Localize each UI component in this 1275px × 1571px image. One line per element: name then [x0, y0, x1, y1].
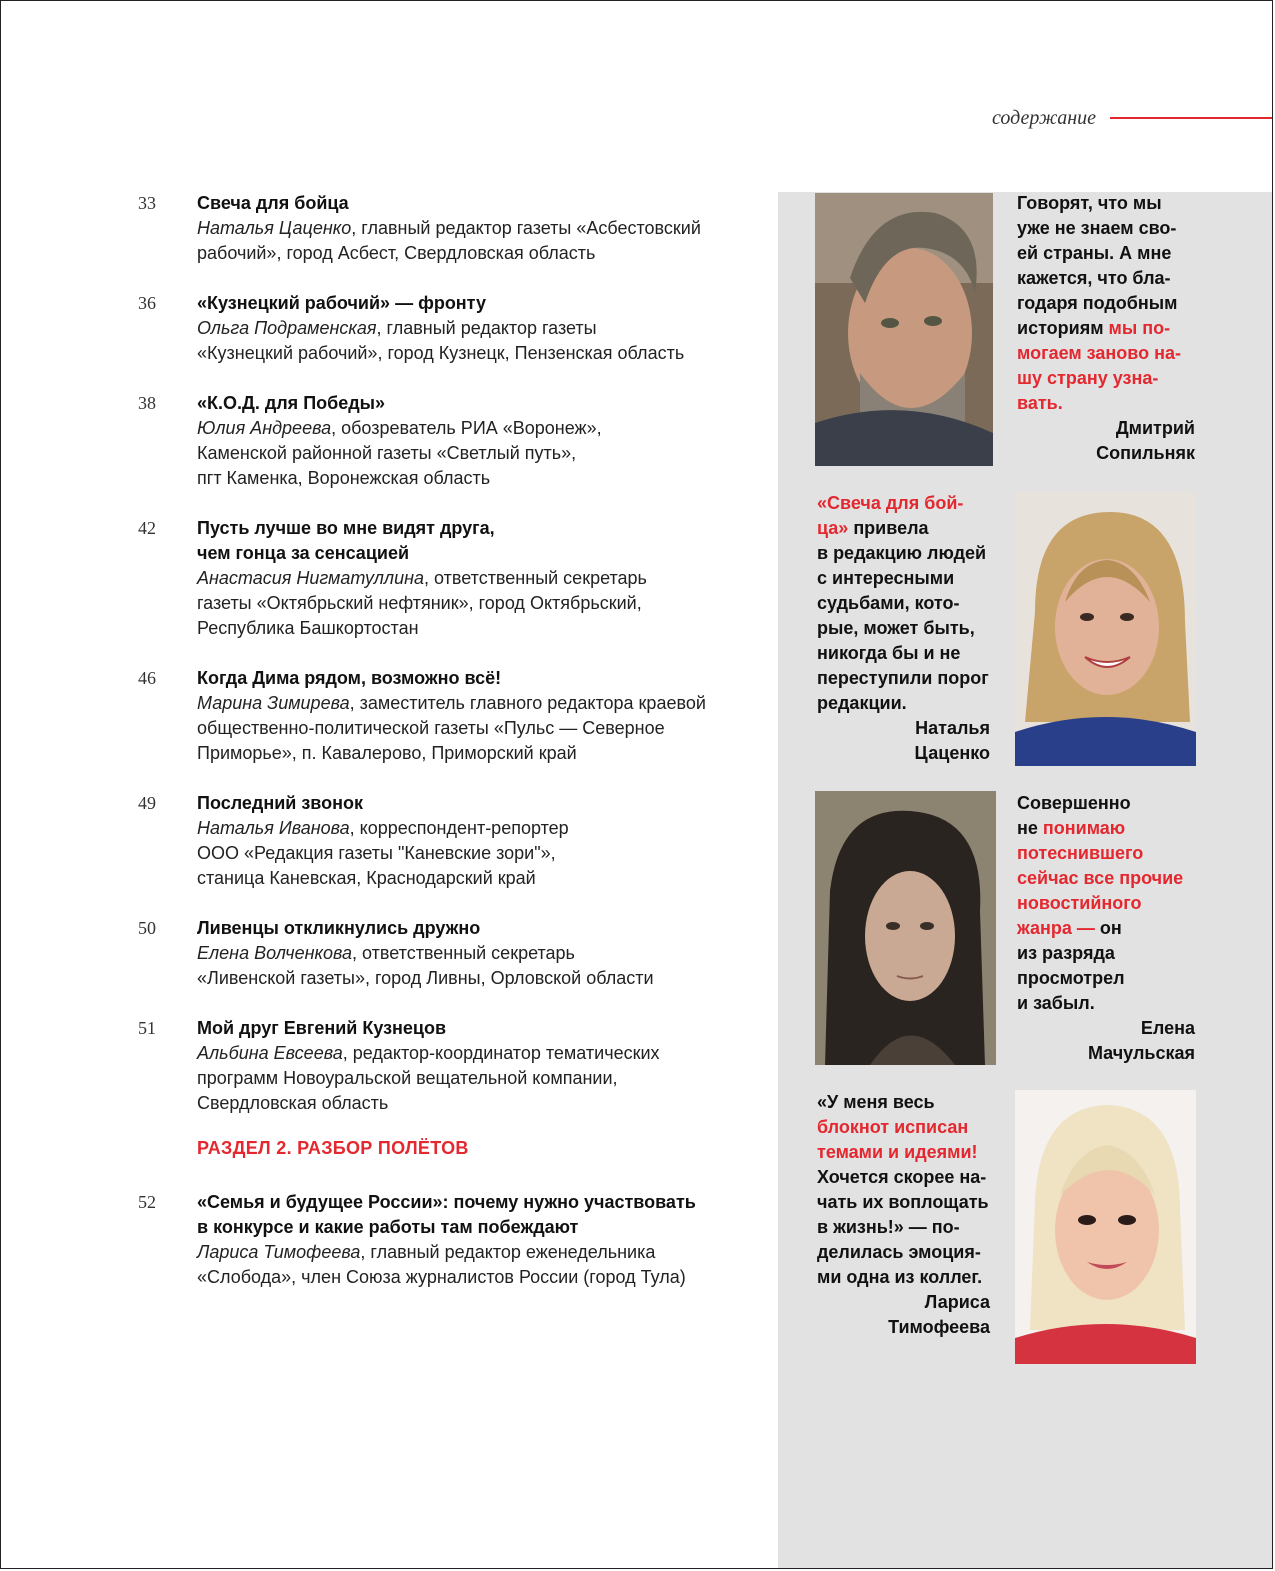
toc-details: , главный редактор газеты «Асбестовский рабочий», город Асбест, Свердловская область — [197, 218, 701, 263]
quote-attribution: Лариса Тимофеева — [888, 1292, 990, 1337]
quote-text: Хочется скорее на- чать их воплощать в жизнь!» — по- делилась эмоция- ми одна из коллег. — [817, 1167, 989, 1287]
quote-text: Совершенно не — [1017, 793, 1131, 838]
portrait-photo — [1015, 1090, 1196, 1364]
toc-author: Ольга Подраменская — [197, 318, 377, 338]
portrait-photo — [815, 791, 996, 1065]
toc-desc — [197, 566, 737, 641]
quote-highlight: блокнот исписан темами и идеями! — [817, 1117, 978, 1162]
toc-author: Юлия Андреева — [197, 418, 332, 438]
toc-details: , главный редактор газеты «Кузнецкий рабочий», город Кузнецк, Пензенская область — [197, 318, 685, 363]
toc-desc — [197, 1041, 737, 1116]
section-2-heading: РАЗДЕЛ 2. РАЗБОР ПОЛЁТОВ — [197, 1138, 469, 1158]
toc-details: , главный редактор еженедельника «Слобода», член Союза журналистов России (город Тула) — [197, 1242, 686, 1287]
toc-desc — [197, 316, 737, 366]
toc-desc — [197, 691, 737, 766]
pull-quote — [1017, 191, 1207, 416]
toc-title: «К.О.Д. для Победы» — [197, 393, 386, 413]
quote-attribution: Дмитрий Сопильняк — [1096, 418, 1195, 463]
portrait-photo — [1015, 492, 1196, 766]
toc-desc — [197, 1240, 737, 1290]
quote-attribution: Наталья Цаценко — [914, 718, 990, 763]
toc-title: «Кузнецкий рабочий» — фронту — [197, 293, 486, 313]
toc-details: , корреспондент-репортер ООО «Редакция газеты "Каневские зори"», станица Каневская, Краснодарский край — [197, 818, 569, 888]
section-header-label: содержание — [992, 107, 1096, 129]
toc-page-number: 49 — [138, 793, 156, 813]
toc-desc — [197, 416, 737, 491]
toc-desc — [197, 216, 737, 266]
quote-text: привела в редакцию людей с интересными судьбами, кото- рые, может быть, никогда бы и не переступили порог редакции. — [817, 518, 989, 713]
toc-author: Наталья Цаценко — [197, 218, 352, 238]
toc-page-number: 46 — [138, 668, 156, 688]
toc-desc — [197, 816, 737, 891]
toc-title: Мой друг Евгений Кузнецов — [197, 1018, 447, 1038]
header-rule — [1110, 117, 1273, 119]
toc-title: Когда Дима рядом, возможно всё! — [197, 668, 502, 688]
toc-title: Свеча для бойца — [197, 193, 349, 213]
portrait-photo — [815, 193, 993, 466]
toc-title: Последний звонок — [197, 793, 363, 813]
toc-author: Анастасия Нигматуллина — [197, 568, 425, 588]
toc-page-number: 42 — [138, 518, 156, 538]
toc-details: , редактор-координатор тематических программ Новоуральской вещательной компании, Свердловская область — [197, 1043, 660, 1113]
toc-title: Пусть лучше во мне видят друга, чем гонца за сенсацией — [197, 518, 495, 563]
toc-page-number: 33 — [138, 193, 156, 213]
toc-desc — [197, 941, 737, 991]
toc-author: Наталья Иванова — [197, 818, 350, 838]
quote-highlight: «Свеча для бой- ца» — [817, 493, 964, 538]
quote-text: «У меня весь — [817, 1092, 935, 1112]
toc-page-number: 38 — [138, 393, 156, 413]
toc-page-number: 50 — [138, 918, 156, 938]
quote-text: он из разряда просмотрел и забыл. — [1017, 918, 1125, 1013]
toc-author: Лариса Тимофеева — [197, 1242, 361, 1262]
toc-page-number: 51 — [138, 1018, 156, 1038]
pull-quote — [1017, 791, 1207, 1016]
toc-title: «Семья и будущее России»: почему нужно участвовать в конкурсе и какие работы там побеждают — [197, 1192, 696, 1237]
quote-text: Говорят, что мы уже не знаем сво- ей страны. А мне кажется, что бла- годаря подобным историям — [1017, 193, 1178, 338]
pull-quote — [817, 491, 1007, 716]
toc-author: Альбина Евсеева — [197, 1043, 343, 1063]
pull-quote — [817, 1090, 1007, 1290]
toc-details: , ответственный секретарь газеты «Октябрьский нефтяник», город Октябрьский, Республика Башкортостан — [197, 568, 647, 638]
toc-title: Ливенцы откликнулись дружно — [197, 918, 481, 938]
toc-details: , заместитель главного редактора краевой общественно-политической газеты «Пульс — Северное Приморье», п. Кавалерово, Приморский край — [197, 693, 706, 763]
toc-author: Марина Зимирева — [197, 693, 350, 713]
toc-details: , ответственный секретарь «Ливенской газеты», город Ливны, Орловской области — [197, 943, 654, 988]
toc-author: Елена Волченкова — [197, 943, 353, 963]
toc-page-number: 36 — [138, 293, 156, 313]
toc-details: , обозреватель РИА «Воронеж», Каменской районной газеты «Светлый путь», пгт Каменка, Воронежская область — [197, 418, 602, 488]
toc-page-number: 52 — [138, 1192, 156, 1212]
quote-highlight: мы по- могаем заново на- шу страну узна- вать. — [1017, 318, 1181, 413]
quote-attribution: Елена Мачульская — [1087, 1018, 1195, 1063]
quote-highlight: понимаю потеснившего сейчас все прочие новостийного жанра — — [1017, 818, 1184, 938]
